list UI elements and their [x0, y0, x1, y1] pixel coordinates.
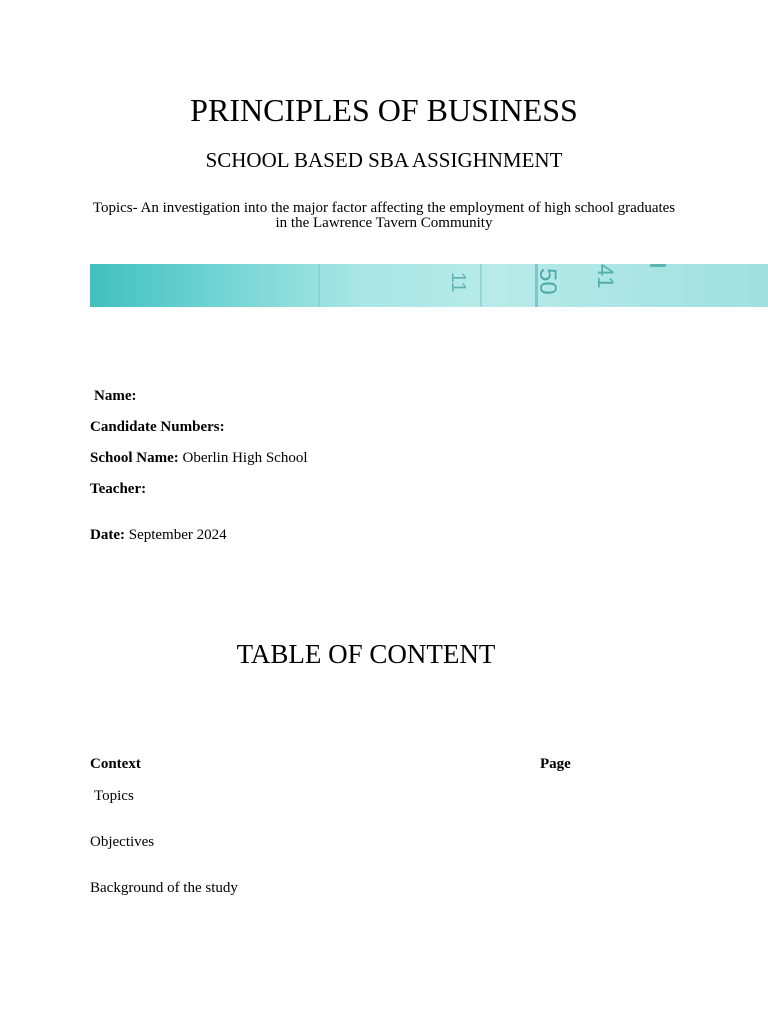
document-subtitle: SCHOOL BASED SBA ASSIGHNMENT [205, 148, 563, 172]
decorative-banner-image [90, 264, 768, 307]
teacher-field [90, 480, 146, 498]
date-label: Date: [90, 527, 125, 543]
date-field [90, 526, 227, 544]
toc-item-objectives: Objectives [90, 834, 155, 850]
teacher-label: Teacher: [90, 481, 147, 497]
candidate-numbers-field [90, 418, 225, 436]
name-label: Name: [94, 388, 137, 404]
school-name-value: Oberlin High School [182, 450, 308, 466]
topics-line-1: Topics- An investigation into the major factor affecting the employment of high school graduates [92, 200, 676, 216]
candidate-numbers-label: Candidate Numbers: [90, 419, 225, 435]
topics-statement [90, 201, 678, 231]
toc-column-context: Context [90, 756, 141, 772]
banner-number-50: 50 [534, 268, 561, 295]
banner-number-41: 41 [593, 264, 618, 289]
document-title: PRINCIPLES OF BUSINESS [190, 92, 578, 128]
toc-column-page: Page [540, 756, 571, 772]
school-name-label: School Name: [90, 450, 179, 466]
date-value: September 2024 [128, 527, 227, 543]
school-name-field [90, 449, 308, 467]
name-field [94, 387, 136, 405]
banner-graphic [90, 264, 768, 307]
toc-item-topics: Topics [94, 788, 134, 804]
topics-line-2: in the Lawrence Tavern Community [275, 215, 493, 231]
banner-number-11: 11 [447, 272, 469, 293]
toc-title: TABLE OF CONTENT [236, 639, 496, 669]
toc-item-background: Background of the study [90, 880, 238, 896]
